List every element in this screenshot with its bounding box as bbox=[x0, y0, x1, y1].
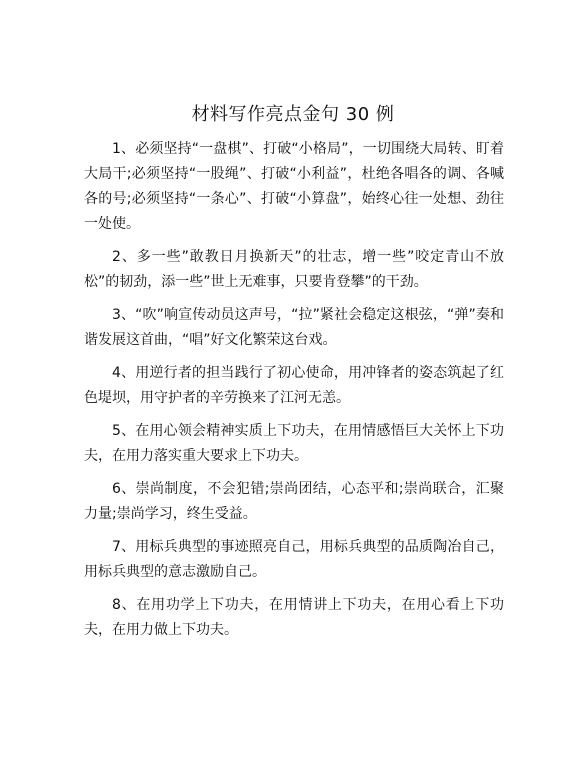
paragraph-1: 1、必须坚持“一盘棋”、打破“小格局”，一切围绕大局转、盯着大局干;必须坚持“一股绳”、打破“小利益”，杜绝各唱各的调、各喊各的号;必须坚持“一条心”、打破“小算盘”，始终心往一处想、劲往一处使。 bbox=[84, 141, 504, 232]
document-title: 材料写作亮点金句 30 例 bbox=[191, 104, 395, 125]
paragraph-4: 4、用逆行者的担当践行了初心使命，用冲锋者的姿态筑起了红色堤坝，用守护者的辛劳换来了江河无恙。 bbox=[84, 365, 504, 406]
paragraph-8: 8、在用功学上下功夫，在用情讲上下功夫，在用心看上下功夫，在用力做上下功夫。 bbox=[84, 597, 504, 638]
paragraph-5: 5、在用心领会精神实质上下功夫，在用情感悟巨大关怀上下功夫，在用力落实重大要求上下功夫。 bbox=[84, 423, 504, 464]
paragraph-7: 7、用标兵典型的事迹照亮自己，用标兵典型的品质陶冶自己，用标兵典型的意志激励自己。 bbox=[84, 539, 504, 580]
paragraph-6: 6、崇尚制度，不会犯错;崇尚团结，心态平和;崇尚联合，汇聚力量;崇尚学习，终生受益。 bbox=[84, 481, 504, 522]
document-body bbox=[84, 137, 504, 651]
paragraph-3: 3、“吹”响宣传动员这声号，“拉”紧社会稳定这根弦，“弹”奏和谐发展这首曲，“唱”好文化繁荣这台戏。 bbox=[84, 307, 504, 348]
paragraph-2: 2、多一些”敢教日月换新天”的壮志，增一些”咬定青山不放松”的韧劲，添一些”世上无难事，只要肯登攀”的干劲。 bbox=[84, 249, 504, 290]
